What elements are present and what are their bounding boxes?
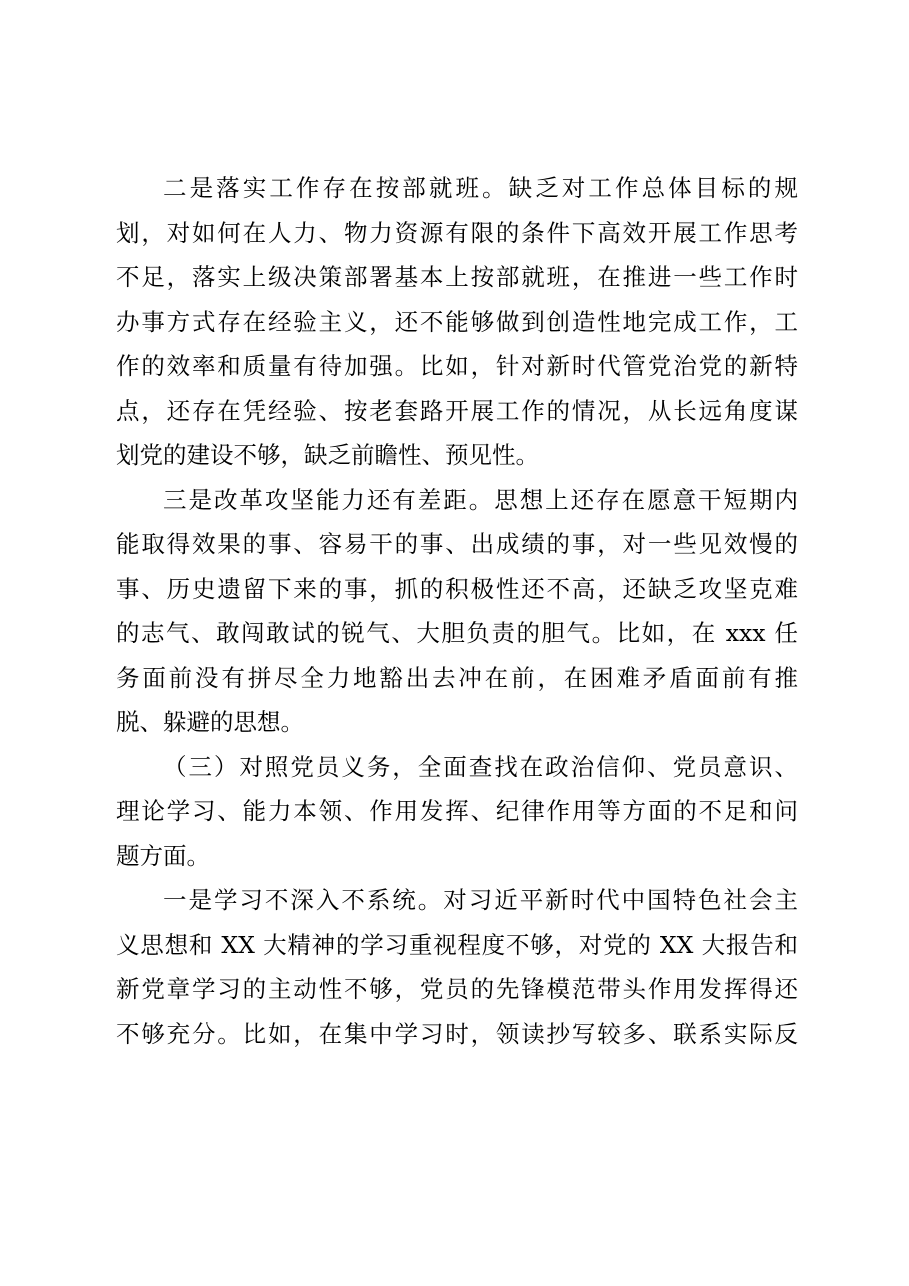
text-line: 不足，落实上级决策部署基本上按部就班，在推进一些工作时 [116, 263, 798, 291]
paragraph-work-implementation [116, 166, 798, 478]
text-line: 的志气、敢闯敢试的锐气、大胆负责的胆气。比如，在 xxx 任 [116, 619, 798, 647]
text-line: 新党章学习的主动性不够，党员的先锋模范带头作用发挥得还 [116, 975, 798, 1003]
text-line: 脱、躲避的思想。 [116, 708, 304, 736]
section-heading-party-duties [116, 745, 798, 879]
text-line: 义思想和 XX 大精神的学习重视程度不够，对党的 XX 大报告和 [116, 930, 798, 959]
text-line: 题方面。 [116, 841, 210, 870]
document-body [116, 166, 798, 1056]
text-line: 作的效率和质量有待加强。比如，针对新时代管党治党的新特 [116, 352, 798, 380]
text-line: （三）对照党员义务，全面查找在政治信仰、党员意识、 [163, 752, 798, 781]
text-line: 点，还存在凭经验、按老套路开展工作的情况，从长远角度谋 [116, 396, 798, 425]
text-line: 能取得效果的事、容易干的事、出成绩的事，对一些见效慢的 [116, 530, 798, 558]
text-line: 事、历史遗留下来的事，抓的积极性还不高，还缺乏攻坚克难 [116, 574, 798, 603]
text-line: 三是改革攻坚能力还有差距。思想上还存在愿意干短期内 [163, 485, 798, 514]
text-line: 办事方式存在经验主义，还不能够做到创造性地完成工作，工 [116, 307, 798, 336]
paragraph-reform-capability [116, 478, 798, 745]
text-line: 划党的建设不够，缺乏前瞻性、预见性。 [116, 441, 539, 469]
text-line: 不够充分。比如，在集中学习时，领读抄写较多、联系实际反 [116, 1019, 798, 1048]
text-line: 二是落实工作存在按部就班。缺乏对工作总体目标的规 [163, 174, 798, 202]
text-line: 一是学习不深入不系统。对习近平新时代中国特色社会主 [163, 886, 798, 914]
text-line: 划，对如何在人力、物力资源有限的条件下高效开展工作思考 [116, 218, 798, 247]
text-line: 务面前没有拼尽全力地豁出去冲在前，在困难矛盾面前有推 [116, 663, 798, 692]
paragraph-study-issues [116, 878, 798, 1056]
text-line: 理论学习、能力本领、作用发挥、纪律作用等方面的不足和问 [116, 797, 798, 825]
